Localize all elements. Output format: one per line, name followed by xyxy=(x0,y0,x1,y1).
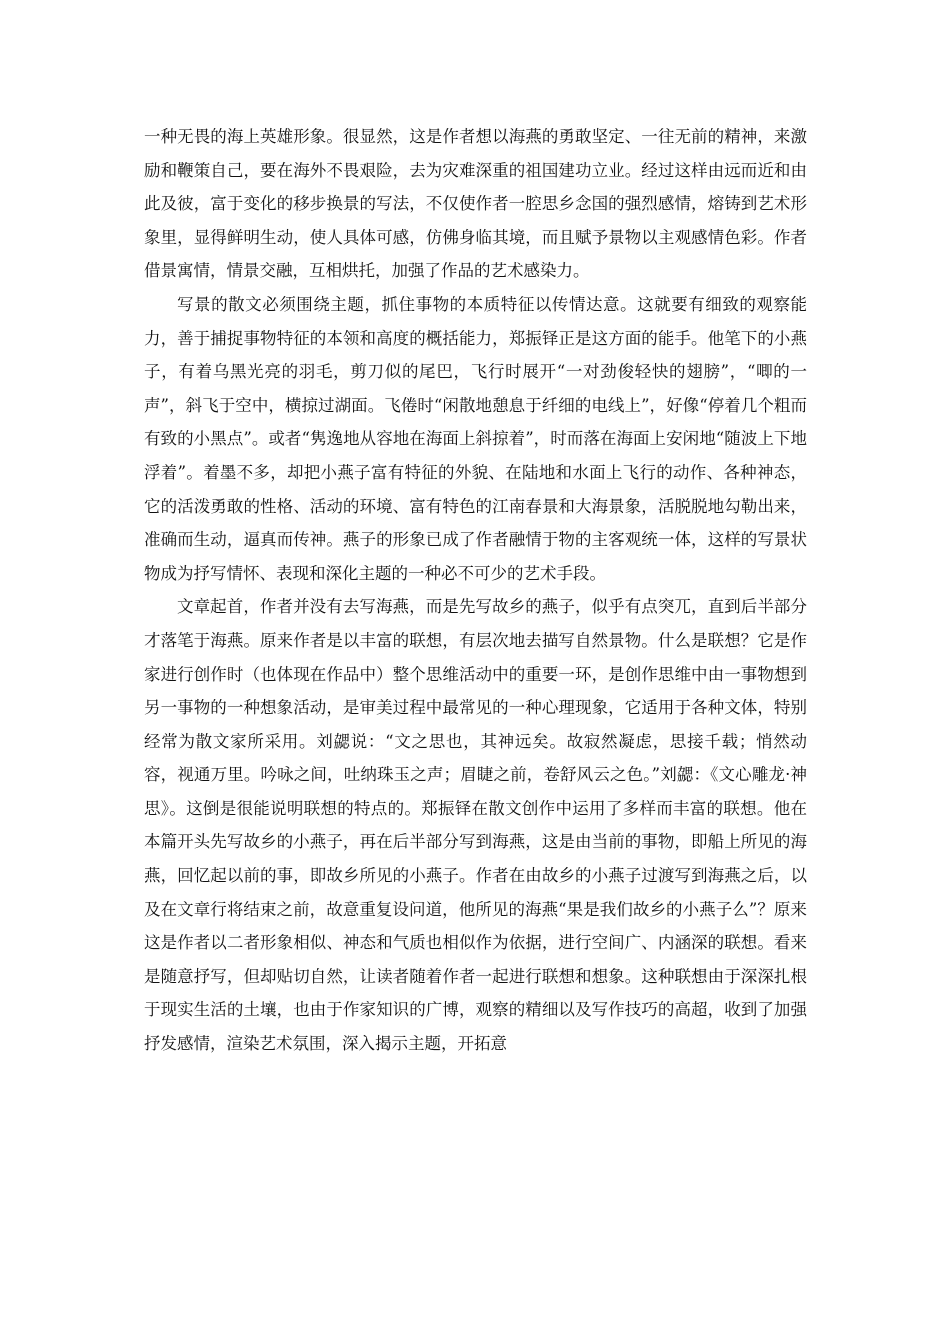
paragraph-association: 文章起首，作者并没有去写海燕，而是先写故乡的燕子，似乎有点突兀，直到后半部分才落笔于海燕。原来作者是以丰富的联想，有层次地去描写自然景物。什么是联想？它是作家进行创作时（也体现在作品中）整个思维活动中的重要一环，是创作思维中由一事物想到另一事物的一种想象活动，是审美过程中最常见的一种心理现象，它适用于各种文体，特别经常为散文家所采用。刘勰说：“文之思也，其神远矣。故寂然凝虑，思接千载；悄然动容，视通万里。吟咏之间，吐纳珠玉之声；眉睫之前，卷舒风云之色。”刘勰：《文心雕龙·神思》。这倒是很能说明联想的特点的。郑振铎在散文创作中运用了多样而丰富的联想。他在本篇开头先写故乡的小燕子，再在后半部分写到海燕，这是由当前的事物，即船上所见的海燕，回忆起以前的事，即故乡所见的小燕子。作者在由故乡的小燕子过渡写到海燕之后，以及在文章行将结束之前，故意重复设问道，他所见的海燕“果是我们故乡的小燕子么”？原来这是作者以二者形象相似、神态和气质也相似作为依据，进行空间广、内涵深的联想。看来是随意抒写，但却贴切自然，让读者随着作者一起进行联想和想象。这种联想由于深深扎根于现实生活的土壤，也由于作家知识的广博，观察的精细以及写作技巧的高超，收到了加强抒发感情，渲染艺术氛围，深入揭示主题，开拓意 xyxy=(144,597,807,1054)
paragraph-continuation: 一种无畏的海上英雄形象。很显然，这是作者想以海燕的勇敢坚定、一往无前的精神，来激励和鞭策自己，要在海外不畏艰险，去为灾难深重的祖国建功立业。经过这样由远而近和由此及彼，富于变化的移步换景的写法，不仅使作者一腔思乡念国的强烈感情，熔铸到艺术形象里，显得鲜明生动，使人具体可感，仿佛身临其境，而且赋予景物以主观感情色彩。作者借景寓情，情景交融，互相烘托，加强了作品的艺术感染力。 xyxy=(144,127,807,281)
paragraph-scenery-writing: 写景的散文必须围绕主题，抓住事物的本质特征以传情达意。这就要有细致的观察能力，善于捕捉事物特征的本领和高度的概括能力，郑振铎正是这方面的能手。他笔下的小燕子，有着乌黑光亮的羽毛，剪刀似的尾巴，飞行时展开“一对劲俊轻快的翅膀”，“唧的一声”，斜飞于空中，横掠过湖面。飞倦时“闲散地憩息于纤细的电线上”，好像“停着几个粗而有致的小黑点”。或者“隽逸地从容地在海面上斜掠着”，时而落在海面上安闲地“随波上下地浮着”。着墨不多，却把小燕子富有特征的外貌、在陆地和水面上飞行的动作、各种神态，它的活泼勇敢的性格、活动的环境、富有特色的江南春景和大海景象，活脱脱地勾勒出来，准确而生动，逼真而传神。燕子的形象已成了作者融情于物的主客观统一体，这样的写景状物成为抒写情怀、表现和深化主题的一种必不可少的艺术手段。 xyxy=(144,294,807,583)
document-page xyxy=(144,120,807,1061)
